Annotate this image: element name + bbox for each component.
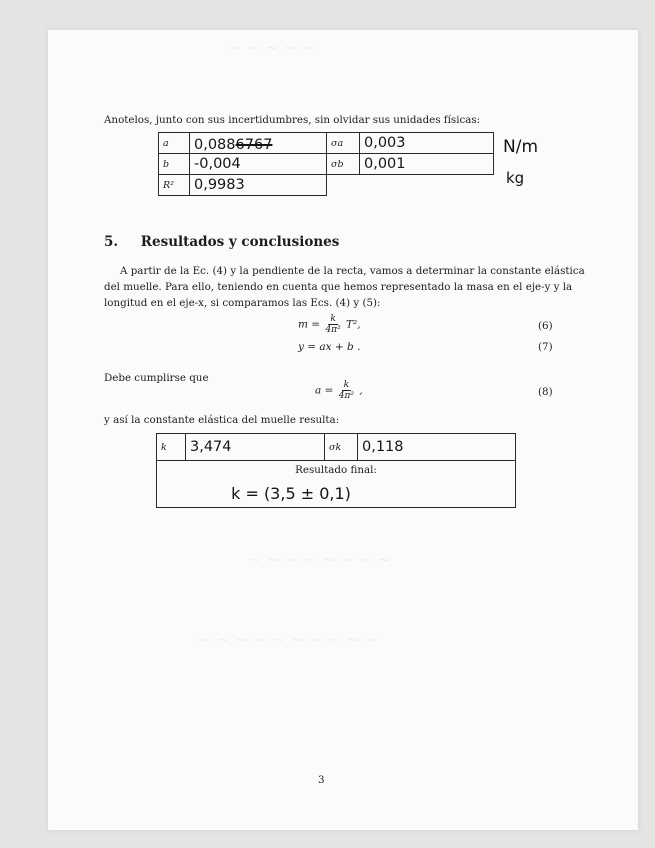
final-result-label: Resultado final: bbox=[295, 464, 377, 476]
equation-6 bbox=[298, 314, 361, 335]
equation-8 bbox=[315, 380, 363, 401]
eq8-label: (8) bbox=[538, 386, 553, 398]
section-title: Resultados y conclusiones bbox=[140, 234, 340, 250]
result-table bbox=[156, 433, 516, 508]
table-row bbox=[159, 175, 494, 196]
bleed-through-mark: ~ ~ ~ ~ ~ ~ ~ ~ ~ ~ bbox=[198, 630, 378, 649]
fit-parameters-table bbox=[158, 132, 494, 196]
must-hold-text: Debe cumplirse que bbox=[104, 372, 209, 384]
page-number: 3 bbox=[318, 774, 325, 786]
intro-text: Anotelos, junto con sus incertidumbres, sin olvidar sus unidades físicas: bbox=[104, 114, 481, 126]
eq6-lhs: m = bbox=[298, 318, 321, 331]
eq6-rhs: T², bbox=[346, 318, 361, 331]
table-row bbox=[157, 434, 516, 461]
paragraph-line: del muelle. Para ello, teniendo en cuenta que hemos representado la masa en el eje-y y la bbox=[104, 281, 573, 293]
param-b-symbol: b bbox=[159, 154, 190, 175]
eq6-label: (6) bbox=[538, 320, 553, 332]
table-row bbox=[159, 154, 494, 175]
table-row bbox=[159, 133, 494, 154]
section-heading bbox=[104, 234, 339, 250]
bleed-through-mark: ~ ~ ~ ~ ~ bbox=[228, 38, 316, 57]
unit-b-handwritten: kg bbox=[506, 169, 525, 187]
param-a-value-cell bbox=[190, 133, 327, 154]
sigma-b-value: 0,001 bbox=[360, 154, 494, 175]
sigma-k-symbol: σk bbox=[325, 434, 358, 461]
eq7-label: (7) bbox=[538, 341, 553, 353]
sigma-a-value: 0,003 bbox=[360, 133, 494, 154]
section-paragraph bbox=[104, 263, 604, 311]
section-number: 5. bbox=[104, 234, 119, 250]
final-result-cell bbox=[157, 461, 516, 508]
equation-7: y = ax + b . bbox=[298, 341, 361, 353]
eq6-numerator: k bbox=[330, 314, 336, 324]
bleed-through-mark: ~ ~ ~ ~ ~ ~ ~ ~ bbox=[248, 550, 391, 569]
eq8-numerator: k bbox=[343, 380, 350, 390]
param-a-symbol: a bbox=[159, 133, 190, 154]
eq8-lhs: a = bbox=[315, 384, 334, 397]
eq8-rhs: , bbox=[359, 384, 363, 397]
param-b-value: -0,004 bbox=[190, 154, 327, 175]
unit-a-handwritten: N/m bbox=[503, 137, 539, 157]
eq8-denominator: 4π² bbox=[338, 391, 354, 401]
final-result-value: k = (3,5 ± 0,1) bbox=[231, 484, 351, 503]
table-row bbox=[157, 461, 516, 508]
document-page bbox=[48, 30, 638, 830]
eq8-fraction bbox=[339, 380, 354, 401]
r-squared-value: 0,9983 bbox=[190, 175, 327, 196]
empty-cell bbox=[327, 175, 494, 196]
sigma-k-value: 0,118 bbox=[358, 434, 516, 461]
r-squared-symbol: R² bbox=[159, 175, 190, 196]
param-a-value: 0,088 bbox=[194, 136, 236, 153]
param-a-struck-digits: 6767 bbox=[235, 136, 273, 153]
k-symbol: k bbox=[157, 434, 186, 461]
sigma-a-symbol: σa bbox=[327, 133, 360, 154]
paragraph-line: A partir de la Ec. (4) y la pendiente de la recta, vamos a determinar la constante elástica bbox=[120, 265, 585, 277]
eq6-fraction bbox=[325, 314, 340, 335]
sigma-b-symbol: σb bbox=[327, 154, 360, 175]
paragraph-line: longitud en el eje-x, si comparamos las Ecs. (4) y (5): bbox=[104, 297, 381, 309]
result-intro-text: y así la constante elástica del muelle resulta: bbox=[104, 414, 340, 426]
k-value: 3,474 bbox=[186, 434, 325, 461]
eq6-denominator: 4π² bbox=[325, 325, 341, 335]
